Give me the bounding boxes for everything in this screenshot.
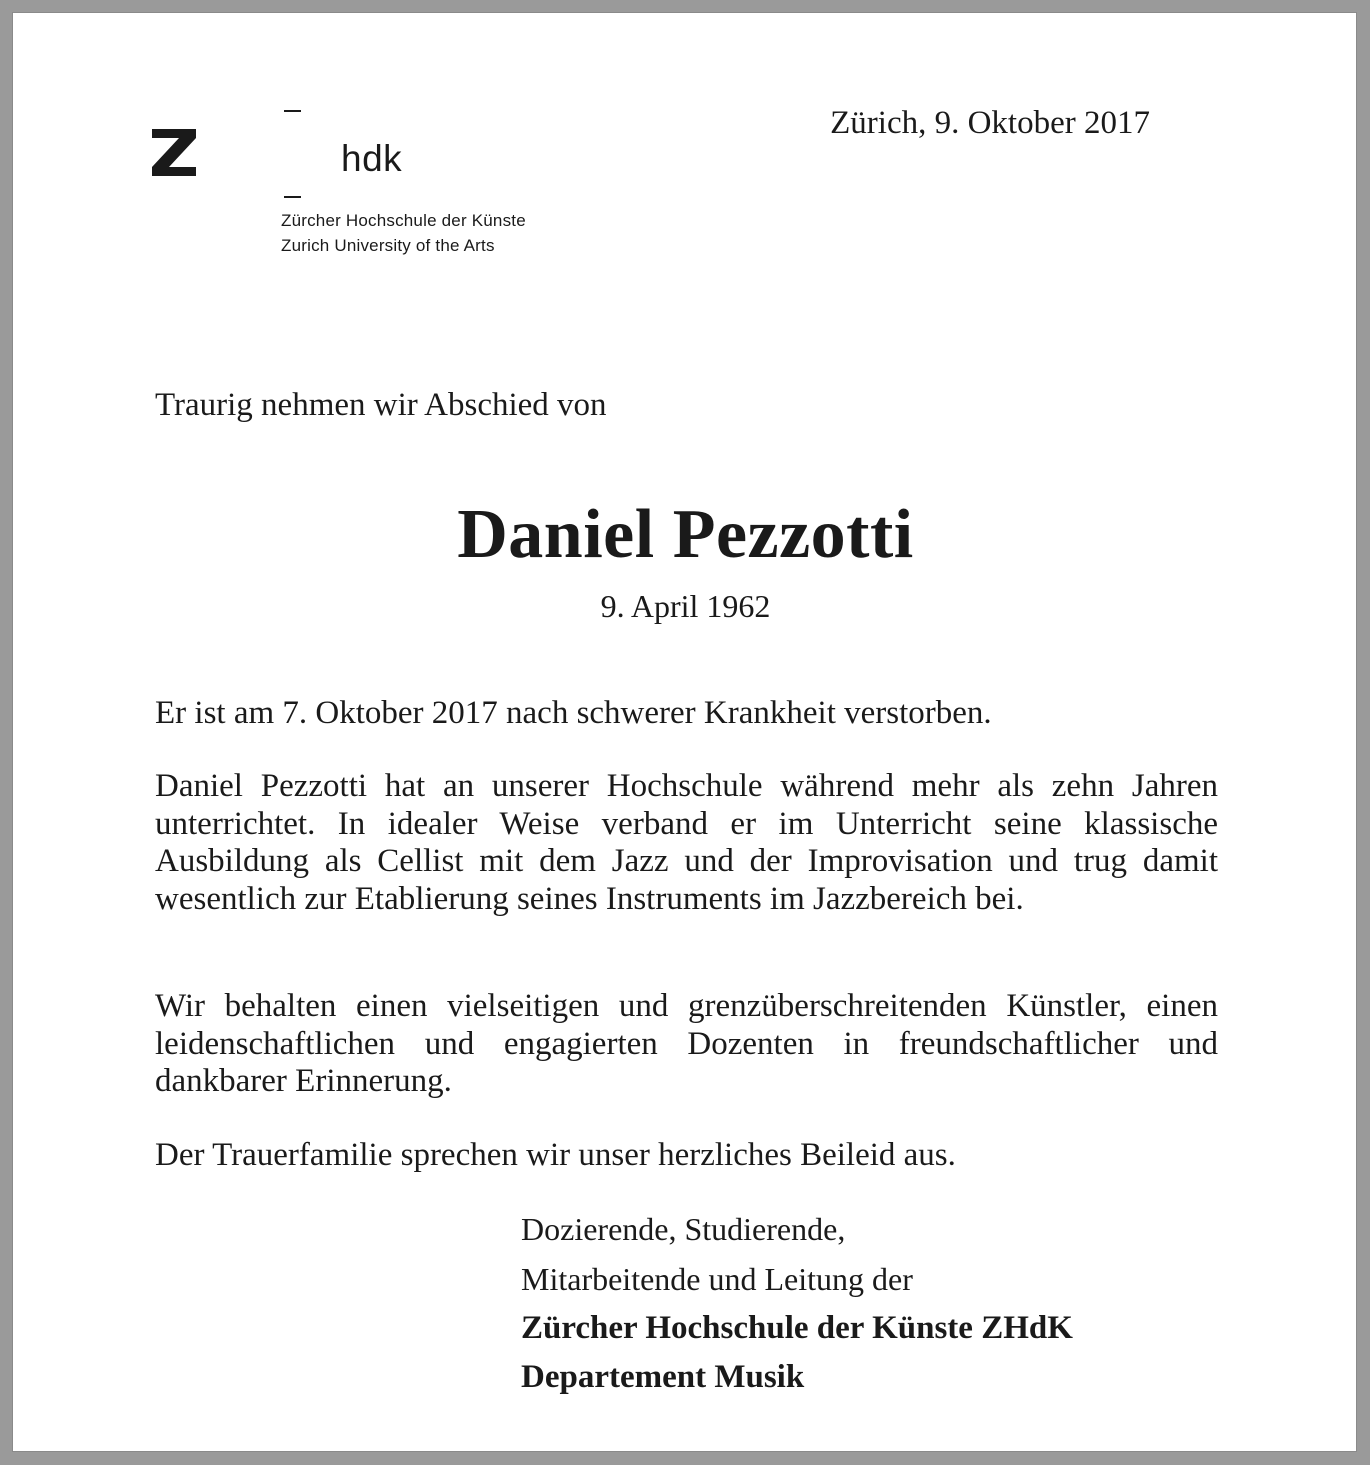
paragraph-condolence: Der Trauerfamilie sprechen wir unser herzliches Beileid aus.: [155, 1137, 956, 1173]
intro-line: Traurig nehmen wir Abschied von: [155, 387, 607, 423]
logo-dash-bottom: [284, 196, 301, 198]
birth-date: 9. April 1962: [600, 588, 771, 624]
paragraph-teaching: Daniel Pezzotti hat an unserer Hochschule während mehr als zehn Jahren unterrichtet. In idealer Weise verband er im Unterricht seine klassische Ausbildung als Cellist mit dem Jazz und der Improvisation und trug damit wesentlich zur Etablierung seines Instruments im Jazzbereich bei.: [155, 768, 1218, 917]
logo-subtitle-en: Zurich University of the Arts: [281, 236, 495, 255]
zhdk-z-logo-icon: [152, 129, 196, 176]
logo-subtitle-de: Zürcher Hochschule der Künste: [281, 211, 526, 230]
logo-dash-top: [284, 110, 301, 112]
signature-institution: Zürcher Hochschule der Künste ZHdK: [521, 1310, 1073, 1346]
signature-line-2: Mitarbeitende und Leitung der: [521, 1261, 913, 1297]
signature-line-1: Dozierende, Studierende,: [521, 1211, 846, 1247]
deceased-name: Daniel Pezzotti: [457, 496, 914, 573]
place-date: Zürich, 9. Oktober 2017: [830, 105, 1150, 141]
logo-wordmark: hdk: [341, 138, 403, 179]
paragraph-death-notice: Er ist am 7. Oktober 2017 nach schwerer Krankheit verstorben.: [155, 695, 992, 731]
signature-department: Departement Musik: [521, 1359, 805, 1395]
paragraph-remembrance: Wir behalten einen vielseitigen und grenzüberschreitenden Künstler, einen leidenschaftlichen und engagierten Dozenten in freundschaftlicher und dankbarer Erinnerung.: [155, 988, 1218, 1099]
document-page: [12, 12, 1357, 1452]
